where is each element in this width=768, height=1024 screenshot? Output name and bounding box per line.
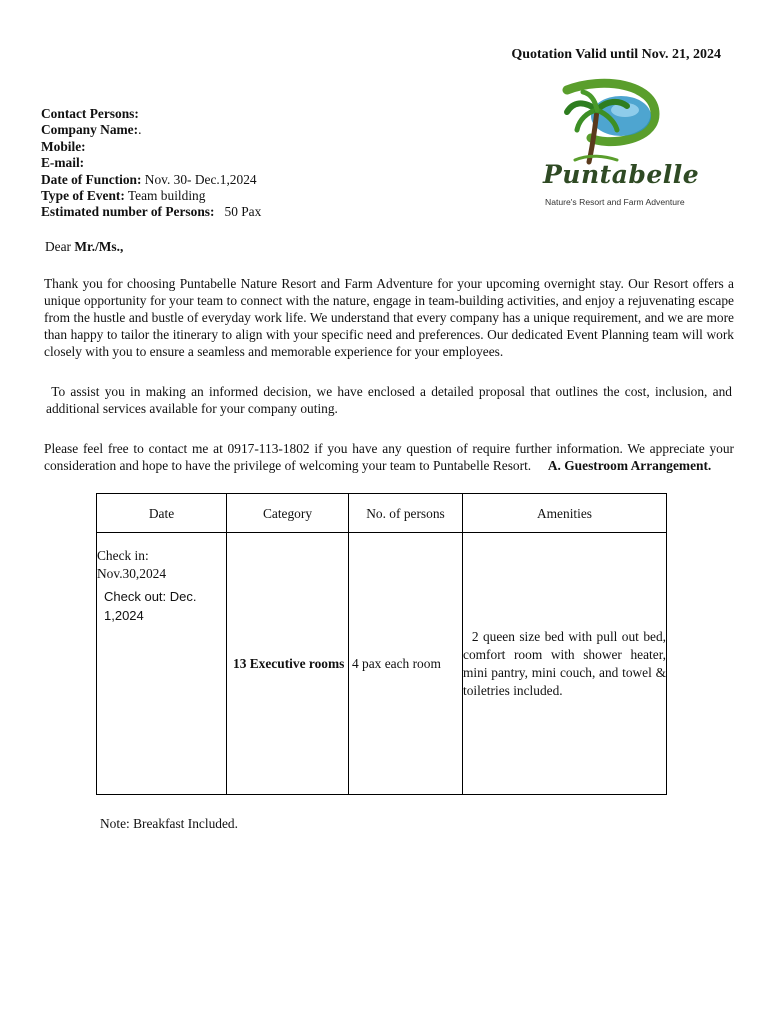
persons-label: Estimated number of Persons: (41, 204, 215, 220)
company-name-row (41, 122, 461, 138)
email-row (41, 155, 461, 171)
date-of-function-value: Nov. 30- Dec.1,2024 (141, 171, 257, 187)
contact-details (41, 106, 461, 221)
amenities-cell: 2 queen size bed with pull out bed, comfort room with shower heater, mini pantry, mini couch, and towel & toiletries included. (463, 533, 667, 795)
check-in (97, 547, 226, 583)
puntabelle-logo (535, 76, 700, 211)
persons-row (41, 204, 461, 220)
persons-value: 50 Pax (214, 204, 262, 220)
salutation-name: Mr./Ms., (74, 239, 124, 254)
palm-tree-logo-icon (535, 76, 700, 171)
quotation-validity: Quotation Valid until Nov. 21, 2024 (511, 47, 721, 62)
breakfast-note: Note: Breakfast Included. (100, 816, 238, 831)
company-name-value: . (138, 122, 142, 138)
mobile-row (41, 139, 461, 155)
check-in-label: Check in: (97, 548, 149, 563)
check-in-date: Nov.30,2024 (97, 566, 167, 581)
header-date: Date (97, 494, 227, 533)
date-of-function-row (41, 172, 461, 188)
email-label: E-mail: (41, 155, 85, 171)
contact-persons-row (41, 106, 461, 122)
table-header-row (97, 494, 667, 533)
header-amenities: Amenities (463, 494, 667, 533)
table-row (97, 533, 667, 795)
category-cell: 13 Executive rooms (227, 533, 349, 795)
salutation-prefix: Dear (45, 239, 75, 254)
logo-tagline: Nature's Resort and Farm Adventure (545, 197, 685, 207)
event-type-row (41, 188, 461, 204)
company-name-label: Company Name: (41, 122, 139, 138)
mobile-label: Mobile: (41, 138, 86, 154)
salutation (45, 238, 123, 255)
header-persons: No. of persons (349, 494, 463, 533)
event-type-label: Type of Event: (41, 187, 125, 203)
header-category: Category (227, 494, 349, 533)
guestroom-table (96, 493, 670, 795)
proposal-paragraph: To assist you in making an informed decision, we have enclosed a detailed proposal that outlines the cost, inclusion, and additional services available for your company outing. (46, 384, 736, 416)
logo-wordmark: Puntabelle (543, 160, 700, 189)
guestroom-section-heading: A. Guestroom Arrangement. (547, 458, 712, 473)
check-out: Check out: Dec. 1,2024 (104, 589, 197, 623)
date-of-function-label: Date of Function: (41, 171, 142, 187)
intro-paragraph: Thank you for choosing Puntabelle Nature Resort and Farm Adventure for your upcoming overnight stay. Our Resort offers a unique opportunity for your team to connect with the nature, engage in team-building activities, and enjoy a rejuvenating escape from the hustle and bustle of everyday work life. We understand that every company has a unique requirement, and we are more than happy to tailor the itinerary to align with your specific need and preferences. Our dedicated Event Planning team will work closely with you to ensure a seamless and memorable experience for your employees. (44, 276, 734, 359)
contact-paragraph (44, 440, 734, 474)
persons-cell: 4 pax each room (349, 533, 463, 795)
contact-paragraph-text: Please feel free to contact me at 0917-113-1802 if you have any question of require further information. We appreciate your consideration and hope to have the privilege of welcoming your team to Puntabelle Resort. (44, 441, 734, 473)
contact-persons-label: Contact Persons: (41, 106, 139, 121)
event-type-value: Team building (124, 187, 206, 203)
date-cell (97, 533, 227, 795)
